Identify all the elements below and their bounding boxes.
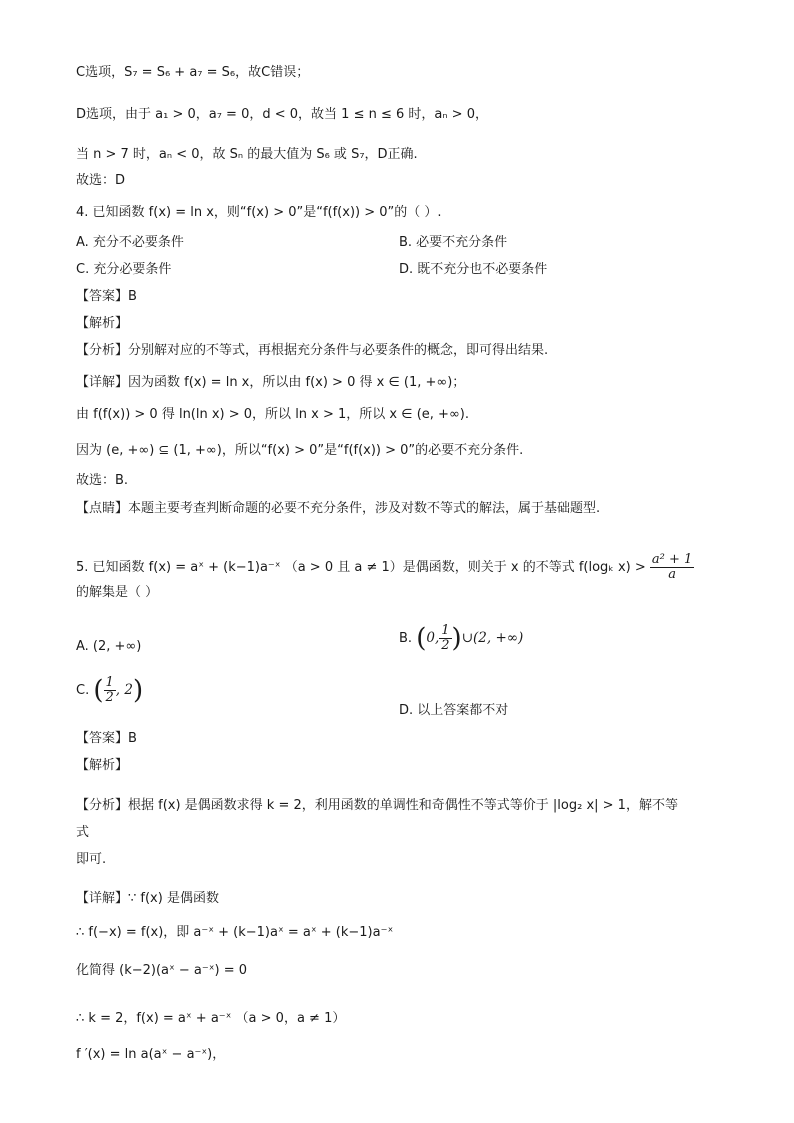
q5-option-a: A. (2, +∞) — [76, 639, 142, 654]
q5-option-b-tail: ∪(2, +∞) — [461, 630, 524, 646]
q5-detail-5: f ′(x) = ln a(aˣ − a⁻ˣ)， — [76, 1047, 226, 1062]
q4-analysis: 【分析】分别解对应的不等式，再根据充分条件与必要条件的概念，即可得出结果. — [76, 343, 549, 358]
q5-option-c-label: C. — [76, 683, 90, 698]
q4-answer: 【答案】B — [76, 289, 137, 304]
q4-detail-1: 【详解】因为函数 f(x) = ln x，所以由 f(x) > 0 得 x ∈ (1, +∞)； — [76, 375, 466, 390]
half-num: 1 — [105, 675, 114, 690]
q5-option-c-two: , 2 — [115, 682, 133, 698]
q4-detail-2: 由 f(f(x)) > 0 得 ln(ln x) > 0，所以 ln x > 1，所以 x ∈ (e, +∞). — [76, 407, 469, 422]
q5-detail-3: 化简得 (k−2)(aˣ − a⁻ˣ) = 0 — [76, 963, 248, 978]
q5-option-b-half — [439, 624, 451, 653]
q4-option-d: D. 既不充分也不必要条件 — [399, 262, 548, 277]
q4-analysis-heading: 【解析】 — [76, 316, 129, 331]
q4-option-c: C. 充分必要条件 — [76, 262, 172, 277]
question-5-stem — [76, 553, 694, 582]
q5-option-c-half — [104, 676, 116, 705]
paren-open: ( — [416, 623, 427, 654]
half-den: 2 — [105, 690, 114, 705]
half-num: 1 — [441, 623, 450, 638]
q5-option-b-label: B. — [399, 631, 413, 646]
q5-analysis-1: 【分析】根据 f(x) 是偶函数求得 k = 2，利用函数的单调性和奇偶性不等式等价于 |log₂ x| > 1，解不等 — [76, 798, 678, 813]
question-4-stem: 4. 已知函数 f(x) = ln x，则“f(x) > 0”是“f(f(x)) > 0”的（ ）. — [76, 205, 442, 220]
q4-remark: 【点睛】本题主要考查判断命题的必要不充分条件，涉及对数不等式的解法，属于基础题型. — [76, 501, 601, 516]
q4-detail-4: 故选：B. — [76, 473, 129, 488]
q5-detail-4: ∴ k = 2，f(x) = aˣ + a⁻ˣ （a > 0，a ≠ 1） — [76, 1011, 346, 1026]
text-line-c-option: C选项，S₇ = S₆ + a₇ = S₆，故C错误； — [76, 65, 310, 80]
q5-detail-2: ∴ f(−x) = f(x)，即 a⁻ˣ + (k−1)aˣ = aˣ + (k−1)a⁻ˣ — [76, 925, 394, 940]
q5-option-b-zero: 0, — [426, 630, 440, 646]
text-line-d-option-cont: 当 n > 7 时，aₙ < 0，故 Sₙ 的最大值为 S₆ 或 S₇，D正确. — [76, 147, 418, 162]
question-5-stem-cont: 的解集是（ ） — [76, 585, 159, 600]
q5-detail-1: 【详解】∵ f(x) 是偶函数 — [76, 891, 219, 906]
q5-analysis-3: 即可. — [76, 852, 107, 867]
q5-option-d: D. 以上答案都不对 — [399, 703, 509, 718]
paren-open: ( — [93, 675, 104, 706]
paren-close: ) — [451, 623, 462, 654]
q5-option-c — [76, 672, 143, 709]
half-den: 2 — [441, 638, 450, 653]
q5-analysis-heading: 【解析】 — [76, 758, 129, 773]
q4-option-b: B. 必要不充分条件 — [399, 235, 508, 250]
q5-fraction — [650, 553, 694, 582]
q5-fraction-den: a — [668, 567, 676, 582]
paren-close: ) — [132, 675, 144, 706]
q5-option-b — [399, 622, 523, 655]
text-line-d-option: D选项，由于 a₁ > 0，a₇ = 0，d < 0，故当 1 ≤ n ≤ 6 时，aₙ > 0， — [76, 107, 488, 122]
q5-stem-text: 5. 已知函数 f(x) = aˣ + (k−1)a⁻ˣ （a > 0 且 a ≠ 1）是偶函数，则关于 x 的不等式 f(logₖ x) > — [76, 560, 646, 575]
q4-option-a: A. 充分不必要条件 — [76, 235, 184, 250]
q4-detail-3: 因为 (e, +∞) ⊆ (1, +∞)，所以“f(x) > 0”是“f(f(x)) > 0”的必要不充分条件. — [76, 443, 524, 458]
text-line-answer-d: 故选：D — [76, 173, 126, 188]
q5-fraction-num: a² + 1 — [651, 552, 693, 567]
q5-answer: 【答案】B — [76, 731, 137, 746]
q5-analysis-2: 式 — [76, 825, 90, 840]
